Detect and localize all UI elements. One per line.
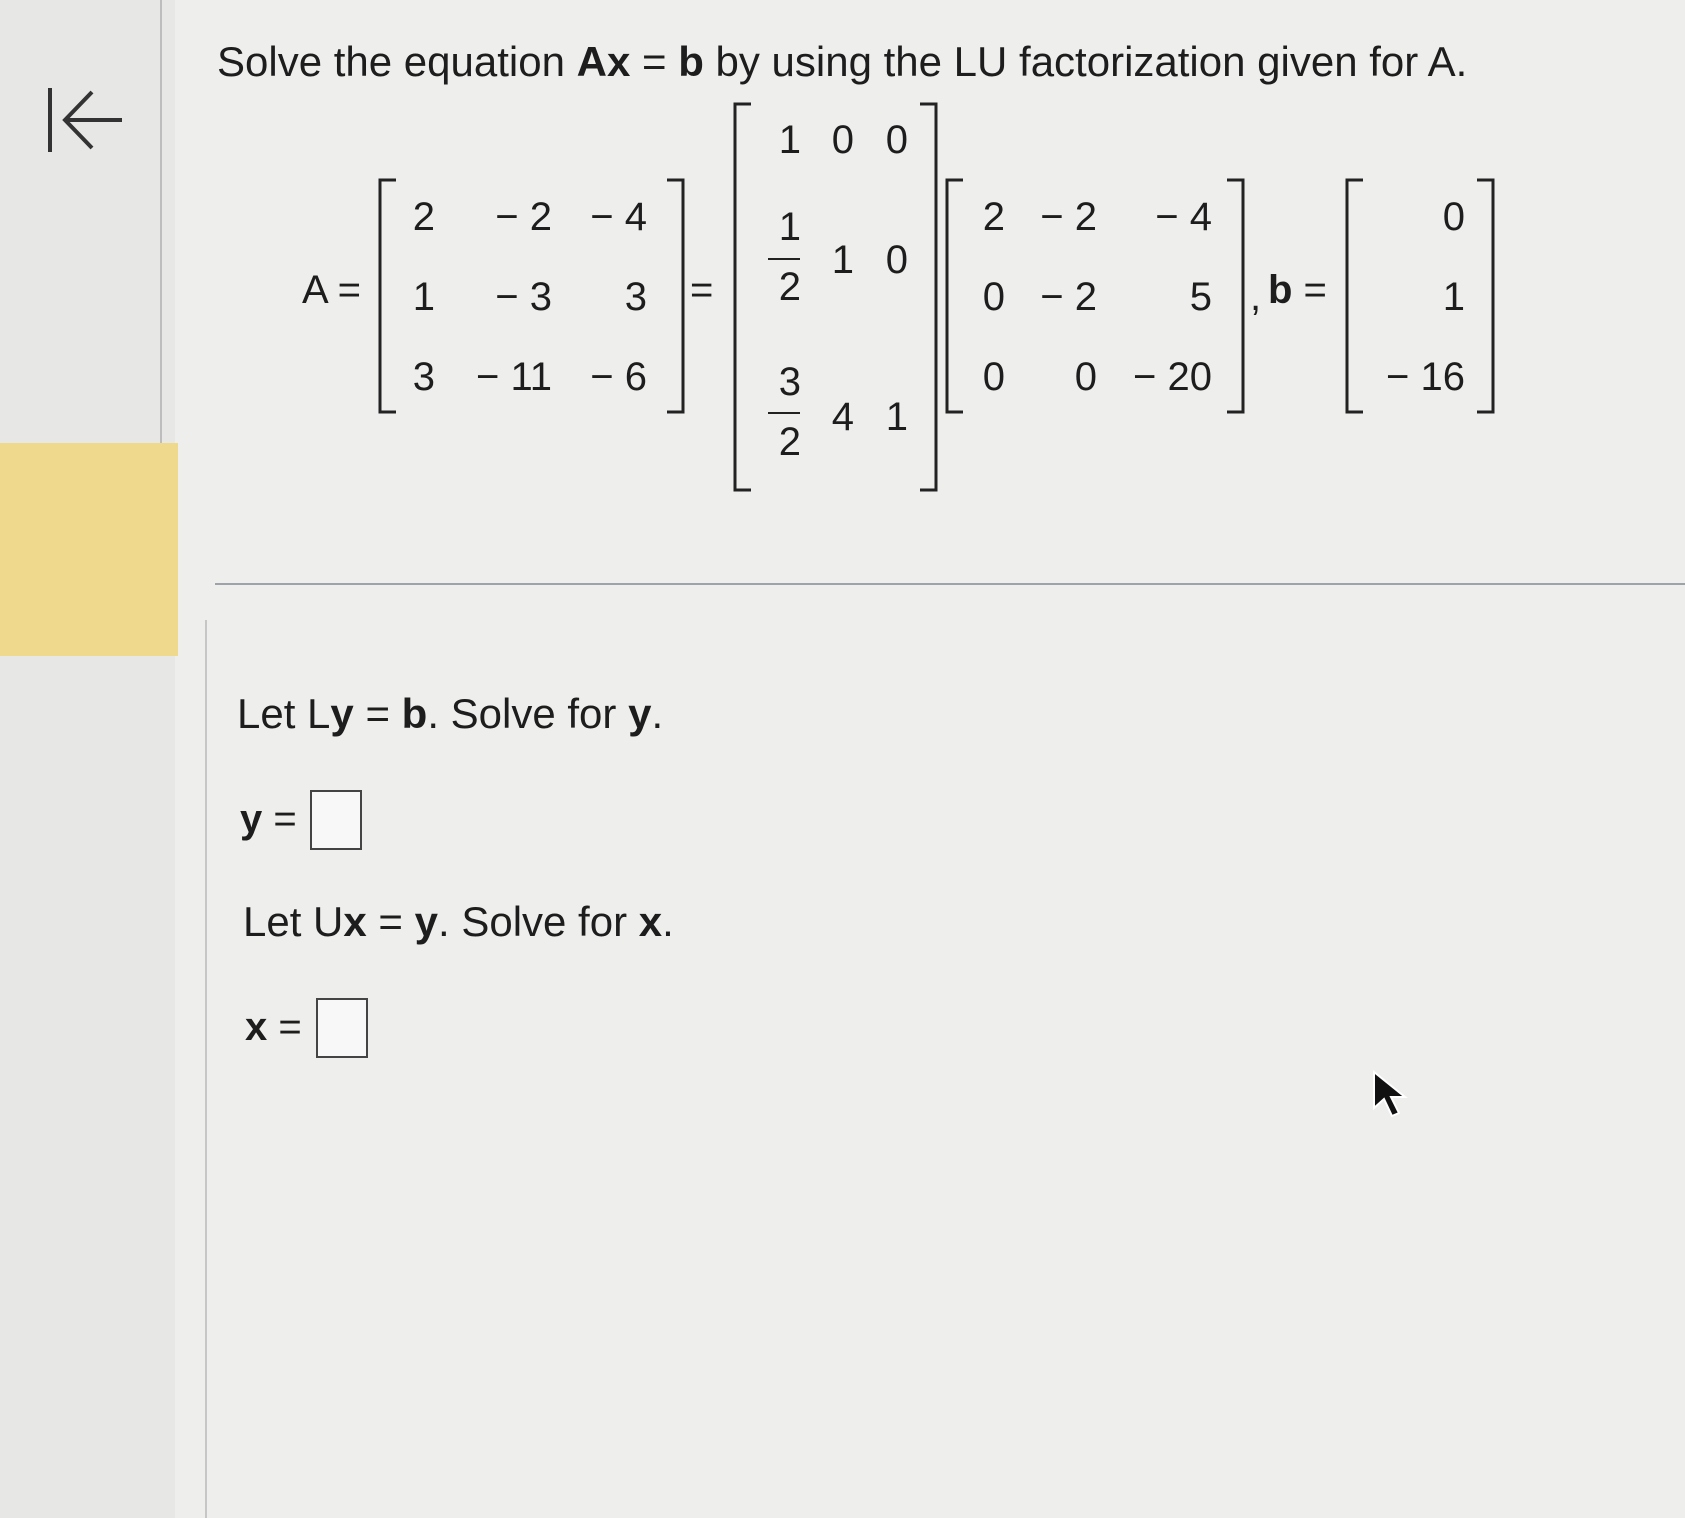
y-equals: =: [262, 797, 297, 841]
step1-y2: y: [628, 690, 652, 737]
L-entry: 1: [885, 395, 908, 439]
step2-let: Let U: [243, 898, 344, 945]
step1-solve: . Solve for: [427, 690, 629, 737]
A-right-bracket: [665, 178, 685, 414]
y-answer-input[interactable]: [310, 790, 362, 850]
U-left-bracket: [945, 178, 965, 414]
fraction-bar: [768, 258, 800, 260]
step1-y: y: [330, 690, 354, 737]
step2-instruction: [243, 898, 674, 946]
y-symbol: y: [240, 797, 263, 841]
content-divider: [205, 620, 207, 1518]
step1-instruction: [237, 690, 663, 738]
step2-solve: . Solve for: [437, 898, 639, 945]
U-entry: 0: [982, 355, 1005, 399]
step2-x2: x: [638, 898, 663, 945]
step1-dot: .: [651, 690, 664, 737]
sidebar: [0, 0, 175, 1518]
intro-b: b: [678, 38, 704, 85]
section-divider: [215, 583, 1685, 585]
b-right-bracket: [1475, 178, 1495, 414]
comma: ,: [1250, 275, 1262, 319]
back-to-start-button[interactable]: [40, 80, 130, 160]
A-label: A =: [302, 268, 361, 312]
A-entry: − 4: [590, 195, 647, 239]
step1-b: b: [401, 690, 428, 737]
b-label: [1268, 268, 1327, 313]
A-entry: 1: [412, 275, 435, 319]
U-entry: 0: [982, 275, 1005, 319]
x-answer-input[interactable]: [316, 998, 368, 1058]
U-entry: − 2: [1040, 275, 1097, 319]
x-symbol: x: [245, 1005, 268, 1049]
b-entry: − 16: [1386, 355, 1465, 399]
b-entry: 1: [1442, 275, 1465, 319]
A-entry: 3: [624, 275, 647, 319]
b-symbol: b: [1268, 268, 1293, 312]
intro-post: by using the LU factorization given for A.: [703, 38, 1468, 85]
A-left-bracket: [378, 178, 398, 414]
mouse-cursor-icon: [1372, 1070, 1412, 1120]
U-entry: − 2: [1040, 195, 1097, 239]
L-fraction-denominator: 2: [778, 265, 801, 309]
L-fraction-denominator: 2: [778, 420, 801, 464]
A-entry: − 11: [476, 355, 552, 399]
L-entry: 1: [778, 118, 801, 162]
current-question-highlight[interactable]: [0, 443, 178, 656]
b-entry: 0: [1442, 195, 1465, 239]
L-entry: 1: [831, 238, 854, 282]
first-page-icon: [40, 80, 130, 160]
b-equals: =: [1292, 268, 1327, 312]
intro-Ax: Ax: [576, 38, 631, 85]
U-entry: − 4: [1155, 195, 1212, 239]
L-left-bracket: [733, 102, 753, 492]
L-entry: 4: [831, 395, 854, 439]
A-entry: − 3: [495, 275, 552, 319]
intro-text: Solve the equation: [217, 38, 577, 85]
y-answer-label: [240, 797, 297, 842]
L-fraction-numerator: 1: [778, 205, 801, 249]
step1-let: Let L: [237, 690, 331, 737]
x-equals: =: [267, 1005, 302, 1049]
U-entry: 5: [1189, 275, 1212, 319]
U-entry: 0: [1074, 355, 1097, 399]
step2-x: x: [343, 898, 367, 945]
fraction-bar: [768, 412, 800, 414]
A-entry: 2: [412, 195, 435, 239]
U-entry: − 20: [1133, 355, 1212, 399]
b-left-bracket: [1345, 178, 1365, 414]
A-entry: 3: [412, 355, 435, 399]
U-entry: 2: [982, 195, 1005, 239]
A-entry: − 6: [590, 355, 647, 399]
x-answer-label: [245, 1005, 302, 1050]
step1-eq: =: [353, 690, 402, 737]
equals-sign: =: [690, 268, 714, 312]
problem-statement: [217, 38, 1467, 86]
L-entry: 0: [885, 238, 908, 282]
step2-y: y: [414, 898, 438, 945]
A-entry: − 2: [495, 195, 552, 239]
U-right-bracket: [1225, 178, 1245, 414]
L-fraction-numerator: 3: [778, 360, 801, 404]
L-entry: 0: [885, 118, 908, 162]
step2-eq: =: [366, 898, 415, 945]
step2-dot: .: [662, 898, 674, 945]
intro-eq: =: [630, 38, 679, 85]
L-entry: 0: [831, 118, 854, 162]
L-right-bracket: [918, 102, 938, 492]
